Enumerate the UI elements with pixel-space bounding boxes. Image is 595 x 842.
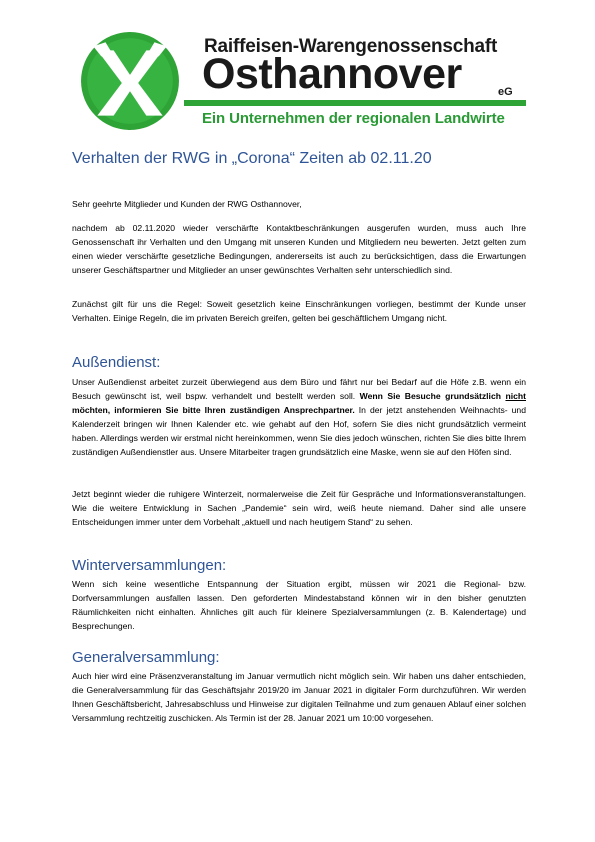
raiffeisen-crossed-horse-heads-icon: [79, 30, 181, 132]
generalversammlung-paragraph: Auch hier wird eine Präsenzveranstaltung im Januar vermutlich nicht möglich sein. Wir haben uns daher entschieden, die Generalversammlung für das Geschäftsjahr 2019/20 im Januar 2021 in digitaler Form durchzuführen. Wir werden Ihnen Geschäftsbericht, Jahresabschluss und Hinweise zur digitalen Teilnahme und zum genauen Ablauf einer solchen Versammlung rechtzeitig zuschicken. Als Termin ist der 28. Januar 2021 um 10:00 vorgesehen.: [72, 671, 526, 723]
aussendienst-text-b: In der jetzt anstehenden Weihnachts- und Kalenderzeit bringen wir Ihnen Kalender etc. wie gehabt auf den Hof, sofern Sie dies nicht grundsätzlich vermeint haben. Allerdings werden wir erstmal nicht hereinkommen, wenn Sie dies jedoch wünschen, richten Sie dies bitte Ihrem zuständigen Außendienstler aus. Unsere Mitarbeiter tragen grundsätzlich eine Maske, wenn sie auf den Höfen sind.: [72, 405, 526, 457]
aussendienst-paragraph-2: Jetzt beginnt wieder die ruhigere Winterzeit, normalerweise die Zeit für Gespräche und Informationsveranstaltungen. Wie die weitere Entwicklung in Sachen „Pandemie“ sein wird, weiß heute niemand. Daher sind alle unsere Entscheidungen immer unter dem Vorbehalt „aktuell und nach heutigem Stand“ zu sehen.: [72, 489, 526, 527]
aussendienst-text-a: Unser Außendienst arbeitet zurzeit überwiegend aus dem Büro und fährt nur bei Bedarf auf die Höfe z.B. wenn ein Besuch gewünscht ist, weil bspw. verhandelt und bestellt werden soll.: [72, 377, 526, 401]
section-heading-generalversammlung: Generalversammlung:: [72, 649, 220, 666]
aussendienst-bold-underline: nicht: [505, 391, 526, 401]
logo-underline-bar: [184, 100, 526, 106]
section-heading-winterversammlungen: Winterversammlungen:: [72, 557, 227, 574]
winterversammlungen-paragraph: Wenn sich keine wesentliche Entspannung der Situation ergibt, müssen wir 2021 die Regional- bzw. Dorfversammlungen ausfallen lassen. Den geforderten Mindestabstand können wir in den bisher genutzten Räumlichkeiten nicht einhalten. Ähnliches gilt auch für kleinere Spezialversammlungen (z. B. Kalendertage) und Besprechungen.: [72, 579, 526, 631]
intro-paragraph-2: Zunächst gilt für uns die Regel: Soweit gesetzlich keine Einschränkungen vorliegen, bestimmt der Kunde unser Verhalten. Einige Regeln, die im privaten Bereich greifen, gelten bei geschäftlichem Umgang nicht.: [72, 299, 526, 323]
intro-paragraph-1: nachdem ab 02.11.2020 wieder verschärfte Kontaktbeschränkungen ausgerufen wurden, muss auch Ihre Genossenschaft ihr Verhalten und den Umgang mit unseren Kunden und Mitgliedern neu bewerten. Jetzt gelten zum einen wieder verschärfte gesetzliche Bedingungen, andererseits ist auch zu berücksichtigen, dass die Erwartungen unserer Geschäftspartner und Mitglieder an unser gewünschtes Verhalten sehr unterschiedlich sind.: [72, 223, 526, 275]
greeting: Sehr geehrte Mitglieder und Kunden der RWG Osthannover,: [72, 199, 302, 209]
document-title: Verhalten der RWG in „Corona“ Zeiten ab 02.11.20: [72, 150, 432, 167]
aussendienst-paragraph-1: [72, 375, 526, 459]
aussendienst-bold-b: möchten, informieren Sie bitte Ihren zuständigen Ansprechpartner.: [72, 405, 355, 415]
company-tagline: Ein Unternehmen der regionalen Landwirte: [202, 110, 505, 127]
aussendienst-bold-a: Wenn Sie Besuche grundsätzlich: [359, 391, 506, 401]
company-suffix: eG: [498, 86, 513, 98]
section-heading-aussendienst: Außendienst:: [72, 354, 161, 371]
company-name-line1: Raiffeisen-Warengenossenschaft: [204, 36, 498, 57]
company-name-line2: Osthannover: [202, 50, 462, 98]
